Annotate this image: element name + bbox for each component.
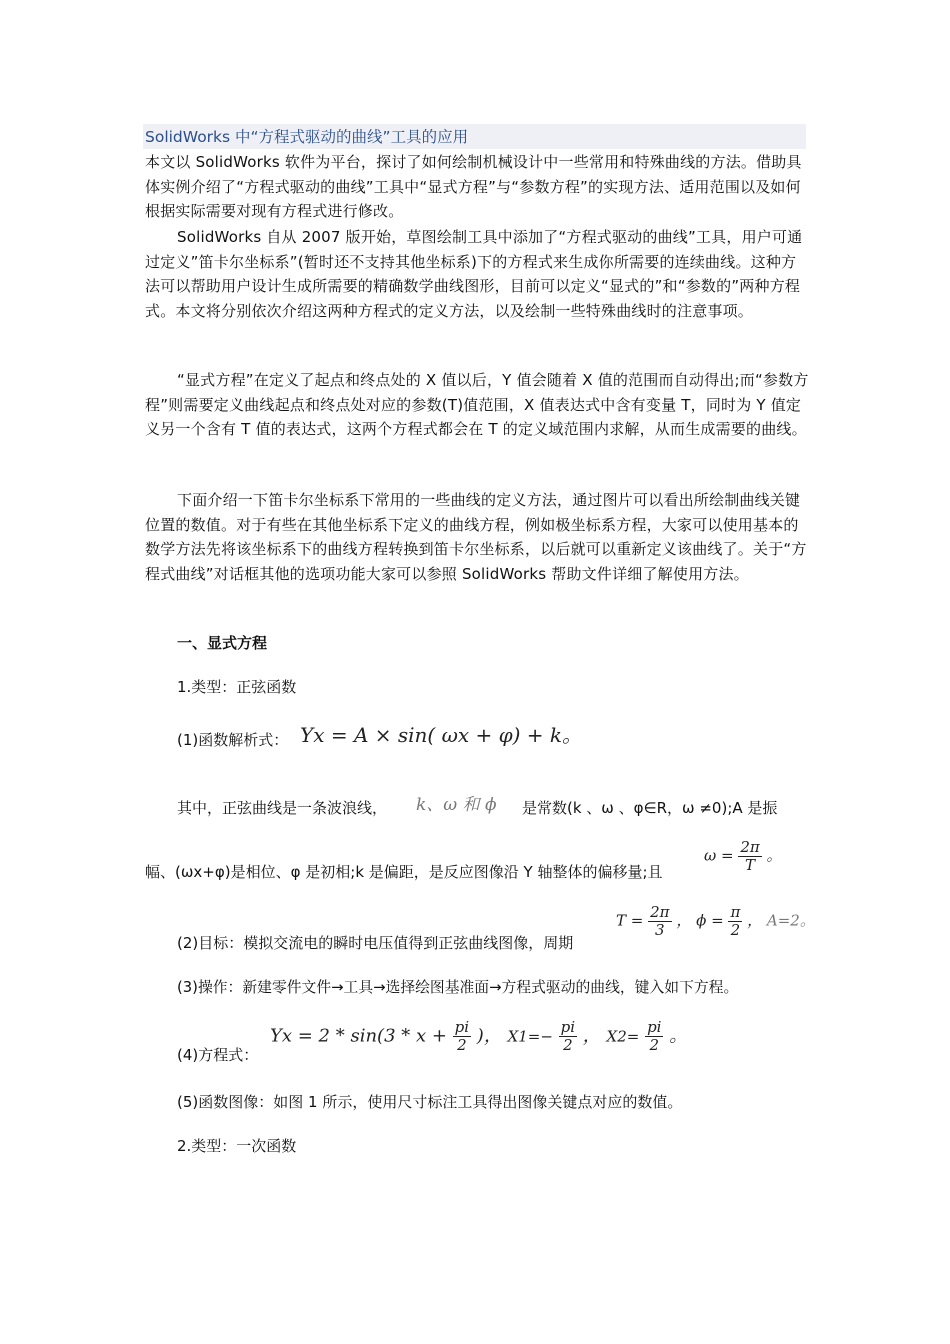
- desc-line-a1: 其中，正弦曲线是一条波浪线，: [177, 799, 388, 817]
- page-title: SolidWorks 中“方程式驱动的曲线”工具的应用: [145, 128, 469, 146]
- section-heading-explicit: 一、显式方程: [177, 634, 268, 652]
- intro-paragraph-4: 下面介绍一下笛卡尔坐标系下常用的一些曲线的定义方法，通过图片可以看出所绘制曲线关键位置的数值。对于有些在其他坐标系下定义的曲线方程，例如极坐标系方程，大家可以使用基本的数学方法先将该坐标系下的曲线方程转换到笛卡尔坐标系，以后就可以重新定义该曲线了。关于“方程式曲线”对话框其他的选项功能大家可以参照 SolidWorks 帮助文件详细了解使用方法。: [145, 491, 807, 583]
- desc-line-b: 幅、(ωx+φ)是相位、φ 是初相;k 是偏距，是反应图像沿 Y 轴整体的偏移量;且: [145, 863, 663, 881]
- type-sine: 1.类型：正弦函数: [177, 678, 297, 696]
- item4-label: (4)方程式：: [177, 1046, 259, 1064]
- item1-label: (1)函数解析式：: [177, 731, 289, 749]
- intro-paragraph-2: SolidWorks 自从 2007 版开始，草图绘制工具中添加了“方程式驱动的曲线”工具，用户可通过定义”笛卡尔坐标系”(暂时还不支持其他坐标系)下的方程式来生成你所需要的连续曲线。这种方法可以帮助用户设计生成所需要的精确数学曲线图形，目前可以定义“显式的”和“参数的”两种方程式。本文将分别依次介绍这两种方程式的定义方法，以及绘制一些特殊曲线时的注意事项。: [145, 228, 803, 320]
- intro-paragraph-1: 本文以 SolidWorks 软件为平台，探讨了如何绘制机械设计中一些常用和特殊曲线的方法。借助具体实例介绍了“方程式驱动的曲线”工具中“显式方程”与“参数方程”的实现方法、适用范围以及如何根据实际需要对现有方程式进行修改。: [145, 153, 802, 220]
- intro-paragraph-3: “显式方程”在定义了起点和终点处的 X 值以后，Y 值会随着 X 值的范围而自动得出;而“参数方程”则需要定义曲线起点和终点处对应的参数(T)值范围，X 值表达式中含有变量 T，同时为 Y 值定义另一个含有 T 值的表达式，这两个方程式都会在 T 的定义域范围内求解，从而生成需要的曲线。: [145, 371, 809, 438]
- type-linear: 2.类型：一次函数: [177, 1137, 297, 1155]
- item4-formula: Yx = 2 * sin(3 * x + $\frac{pi}{2}$ )， X1=− $\frac{pi}{2}$ ， X2= $\frac{pi}{2}$ 。: [270, 1018, 688, 1054]
- item2-formulas: T = $\frac{2\pi}{3}$ ， ϕ = $\frac{\pi}{2}$ ， A=2。: [616, 903, 815, 939]
- item2-label: (2)目标：模拟交流电的瞬时电压值得到正弦曲线图像，周期: [177, 934, 574, 952]
- omega-formula: ω = $\frac{2\pi}{T}$ 。: [704, 838, 782, 874]
- desc-line-a2: 是常数(k 、ω 、φ∈R，ω ≠0);A 是振: [522, 799, 778, 817]
- item1-formula: Yx = A × sin( ωx + φ) + k。: [300, 723, 583, 747]
- constants-formula: k、ω 和 ϕ: [416, 795, 497, 815]
- item3-operation: (3)操作：新建零件文件→工具→选择绘图基准面→方程式驱动的曲线，键入如下方程。: [177, 979, 739, 996]
- item5-graph: (5)函数图像：如图 1 所示，使用尺寸标注工具得出图像关键点对应的数值。: [177, 1093, 683, 1111]
